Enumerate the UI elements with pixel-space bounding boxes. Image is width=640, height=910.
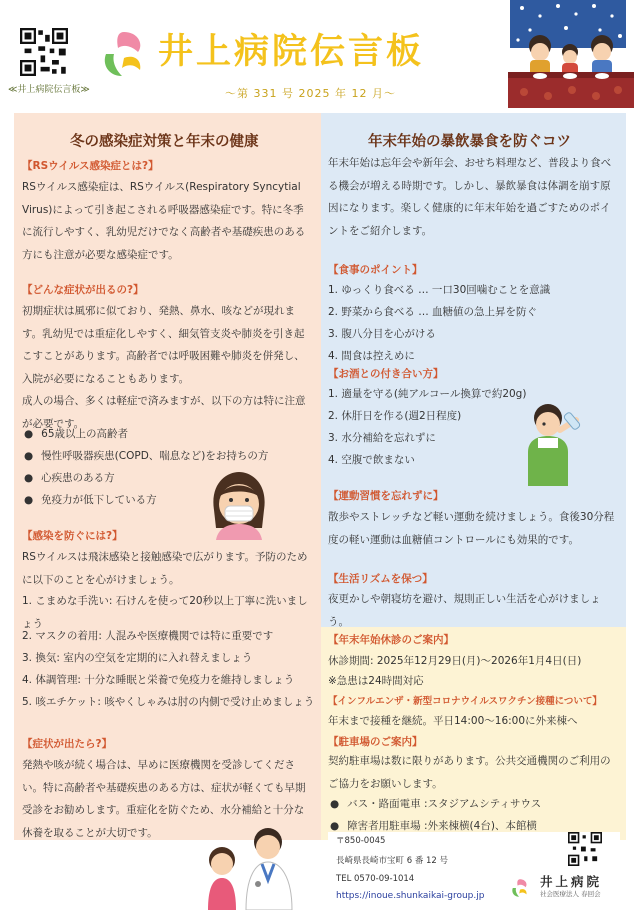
parking-item: ● バス・路面電車 :スタジアムシティサウス (330, 796, 541, 811)
meal-item: 1. ゆっくり食べる … 一口30回噛むことを意識 (328, 284, 551, 296)
adult-risk-body: 成人の場合、多くは軽症で済みますが、以下の方は特に注意が必要です。 (22, 395, 306, 430)
postal-code: 〒850-0045 (336, 836, 386, 846)
rhythm-body: 夜更かしや朝寝坊を避け、規則正しい生活を心がけましょう。 (328, 593, 601, 628)
address: 長崎県長崎市宝町 6 番 12 号 (336, 856, 449, 866)
prevention-body: RSウイルスは飛沫感染と接触感染で広がります。予防のために以下のことを心がけましょう。 (22, 551, 308, 586)
alcohol-item: 4. 空腹で飲まない (328, 454, 415, 466)
symptom-body: 初期症状は風邪に似ており、発熱、鼻水、咳などが現れます。乳幼児では重症化しやすく、細気管支炎や肺炎を引き起こすことがあります。高齢者では呼吸困難や肺炎を併発し、入院が必要になることもあります。 (22, 305, 305, 385)
hospital-name: 井上病院 (540, 874, 603, 889)
prevention-heading: 【感染を防ぐには?】 (22, 530, 123, 542)
website-link[interactable]: https://inoue.shunkaikai-group.jp (336, 891, 485, 901)
alcohol-item: 3. 水分補給を忘れずに (328, 432, 436, 444)
meal-item: 3. 腹八分目を心がける (328, 328, 436, 340)
family-meal-illustration (500, 0, 640, 112)
issue-number: 〜第 331 号 2025 年 12 月〜 (225, 87, 396, 100)
risk-item: ● 慢性呼吸器疾患(COPD、喘息など)をお持ちの方 (24, 448, 268, 463)
masked-woman-illustration (206, 470, 272, 540)
newsletter-title: 井上病院伝言板 (158, 32, 425, 72)
holiday-period: 休診期間: 2025年12月29日(月)〜2026年1月4日(日) (328, 655, 582, 667)
right-intro: 年末年始は忘年会や新年会、おせち料理など、普段より食べる機会が増える時期です。しかし、暴飲暴食は体調を崩す原因になります。楽しく健康的に年末年始を過ごすためのポイントをご紹介します。 (328, 157, 612, 237)
man-drinking-water-illustration (520, 400, 586, 486)
prevention-item: 3. 換気: 室内の空気を定期的に入れ替えましょう (22, 652, 253, 664)
doctor-patient-illustration (200, 820, 304, 910)
hospital-logo-icon (94, 24, 154, 84)
holiday-closure-heading: 【年末年始休診のご案内】 (328, 634, 454, 646)
parking-item: ● 障害者用駐車場 :外来棟横(4台)、本館横 (330, 818, 537, 833)
phone-number: TEL 0570-09-1014 (336, 874, 415, 884)
risk-item: ● 免疫力が低下している方 (24, 492, 157, 507)
hospital-logo-icon (508, 876, 532, 900)
after-symptom-heading: 【症状が出たら?】 (22, 738, 113, 750)
meal-item: 4. 間食は控えめに (328, 350, 415, 362)
risk-item: ● 心疾患のある方 (24, 470, 115, 485)
exercise-heading: 【運動習慣を忘れずに】 (328, 490, 444, 502)
symptom-heading: 【どんな症状が出るの?】 (22, 284, 144, 296)
alcohol-item: 2. 休肝日を作る(週2日程度) (328, 410, 462, 422)
after-symptom-body: 発熱や咳が続く場合は、早めに医療機関を受診してください。特に高齢者や基礎疾患のある方は、症状が軽くても早期受診をお勧めします。重症化を防ぐため、水分補給と十分な休養を取ることが大切です。 (22, 759, 306, 839)
exercise-body: 散歩やストレッチなど軽い運動を続けましょう。食後30分程度の軽い運動は血糖値コントロールにも効果的です。 (328, 511, 615, 546)
meal-heading: 【食事のポイント】 (328, 264, 423, 276)
prevention-item: 1. こまめな手洗い: 石けんを使って20秒以上丁寧に洗いましょう (22, 595, 308, 630)
corporation-name: 社会医療法人 春回会 (540, 890, 601, 898)
rsv-heading: 【RSウイルス感染症とは?】 (22, 160, 159, 172)
alcohol-item: 1. 適量を守る(純アルコール換算で約20g) (328, 388, 527, 400)
prevention-item: 5. 咳エチケット: 咳やくしゃみは肘の内側で受け止めましょう (22, 696, 315, 708)
risk-item: ● 65歳以上の高齢者 (24, 426, 128, 441)
qr-code-icon[interactable] (568, 832, 602, 866)
rsv-body: RSウイルス感染症は、RSウイルス(Respiratory Syncytial Virus)によって引き起こされる呼吸器感染症です。特に冬季に流行しやすく、乳幼児だけでなく高齢者や基礎疾患のある方にも注意が必要な感染症です。 (22, 181, 306, 261)
right-article-title: 年末年始の暴飲暴食を防ぐコツ (368, 134, 571, 150)
vaccine-body: 年末まで接種を継続。平日14:00〜16:00に外来棟へ (328, 715, 578, 727)
qr-code-icon[interactable] (20, 28, 68, 76)
parking-body: 契約駐車場は数に限りがあります。公共交通機関のご利用のご協力をお願いします。 (328, 755, 611, 790)
qr-caption: ≪井上病院伝言板≫ (8, 85, 90, 95)
rhythm-heading: 【生活リズムを保つ】 (328, 573, 433, 585)
parking-heading: 【駐車場のご案内】 (328, 736, 423, 748)
alcohol-heading: 【お酒との付き合い方】 (328, 368, 444, 380)
prevention-item: 4. 体調管理: 十分な睡眠と栄養で免疫力を維持しましょう (22, 674, 295, 686)
emergency-note: ※急患は24時間対応 (328, 675, 424, 687)
vaccine-heading: 【インフルエンザ・新型コロナウイルスワクチン接種について】 (328, 696, 602, 707)
prevention-item: 2. マスクの着用: 人混みや医療機関では特に重要です (22, 630, 274, 642)
meal-item: 2. 野菜から食べる … 血糖値の急上昇を防ぐ (328, 306, 538, 318)
left-article-title: 冬の感染症対策と年末の健康 (70, 134, 259, 150)
